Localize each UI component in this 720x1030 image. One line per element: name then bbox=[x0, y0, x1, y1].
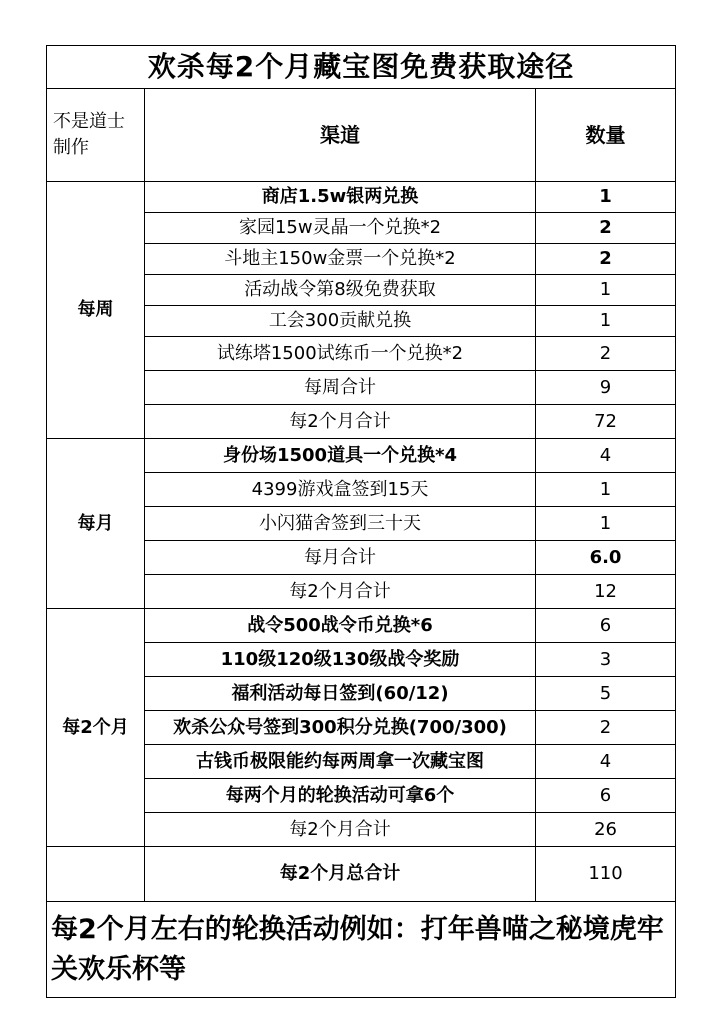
row-qty: 1 bbox=[536, 182, 676, 213]
row-qty: 9 bbox=[536, 371, 676, 405]
grand-total-empty-cell bbox=[47, 847, 145, 902]
row-channel: 战令500战令币兑换*6 bbox=[145, 609, 536, 643]
row-qty: 2 bbox=[536, 337, 676, 371]
row-qty: 72 bbox=[536, 405, 676, 439]
row-channel: 每2个月合计 bbox=[145, 575, 536, 609]
row-qty: 26 bbox=[536, 813, 676, 847]
grand-total-label: 每2个月总合计 bbox=[145, 847, 536, 902]
row-qty: 3 bbox=[536, 643, 676, 677]
group-label-bimonthly: 每2个月 bbox=[47, 609, 145, 847]
author-note-cell: 不是道士 制作 bbox=[47, 89, 145, 182]
row-qty: 4 bbox=[536, 439, 676, 473]
row-channel: 小闪猫舍签到三十天 bbox=[145, 507, 536, 541]
row-qty: 1 bbox=[536, 507, 676, 541]
row-qty: 6 bbox=[536, 779, 676, 813]
table-title: 欢杀每2个月藏宝图免费获取途径 bbox=[47, 46, 676, 89]
row-qty: 1 bbox=[536, 275, 676, 306]
channel-header: 渠道 bbox=[145, 89, 536, 182]
row-channel: 每2个月合计 bbox=[145, 813, 536, 847]
row-qty: 1 bbox=[536, 306, 676, 337]
row-qty: 12 bbox=[536, 575, 676, 609]
row-qty: 2 bbox=[536, 244, 676, 275]
row-channel: 每月合计 bbox=[145, 541, 536, 575]
row-channel: 福利活动每日签到(60/12) bbox=[145, 677, 536, 711]
row-channel: 110级120级130级战令奖励 bbox=[145, 643, 536, 677]
row-qty: 6.0 bbox=[536, 541, 676, 575]
row-channel: 家园15w灵晶一个兑换*2 bbox=[145, 213, 536, 244]
row-qty: 4 bbox=[536, 745, 676, 779]
row-channel: 试练塔1500试练币一个兑换*2 bbox=[145, 337, 536, 371]
row-qty: 6 bbox=[536, 609, 676, 643]
row-channel: 工会300贡献兑换 bbox=[145, 306, 536, 337]
row-channel: 4399游戏盒签到15天 bbox=[145, 473, 536, 507]
group-label-weekly: 每周 bbox=[47, 182, 145, 439]
row-channel: 斗地主150w金票一个兑换*2 bbox=[145, 244, 536, 275]
spreadsheet bbox=[46, 45, 675, 998]
row-channel: 每周合计 bbox=[145, 371, 536, 405]
row-channel: 每两个月的轮换活动可拿6个 bbox=[145, 779, 536, 813]
row-qty: 1 bbox=[536, 473, 676, 507]
footer-note: 每2个月左右的轮换活动例如：打年兽喵之秘境虎牢关欢乐杯等 bbox=[47, 902, 676, 998]
grand-total-qty: 110 bbox=[536, 847, 676, 902]
row-qty: 5 bbox=[536, 677, 676, 711]
row-qty: 2 bbox=[536, 711, 676, 745]
row-channel: 每2个月合计 bbox=[145, 405, 536, 439]
table bbox=[46, 45, 676, 998]
group-label-monthly: 每月 bbox=[47, 439, 145, 609]
row-channel: 活动战令第8级免费获取 bbox=[145, 275, 536, 306]
row-channel: 欢杀公众号签到300积分兑换(700/300) bbox=[145, 711, 536, 745]
row-channel: 商店1.5w银两兑换 bbox=[145, 182, 536, 213]
quantity-header: 数量 bbox=[536, 89, 676, 182]
row-channel: 身份场1500道具一个兑换*4 bbox=[145, 439, 536, 473]
row-channel: 古钱币极限能约每两周拿一次藏宝图 bbox=[145, 745, 536, 779]
row-qty: 2 bbox=[536, 213, 676, 244]
